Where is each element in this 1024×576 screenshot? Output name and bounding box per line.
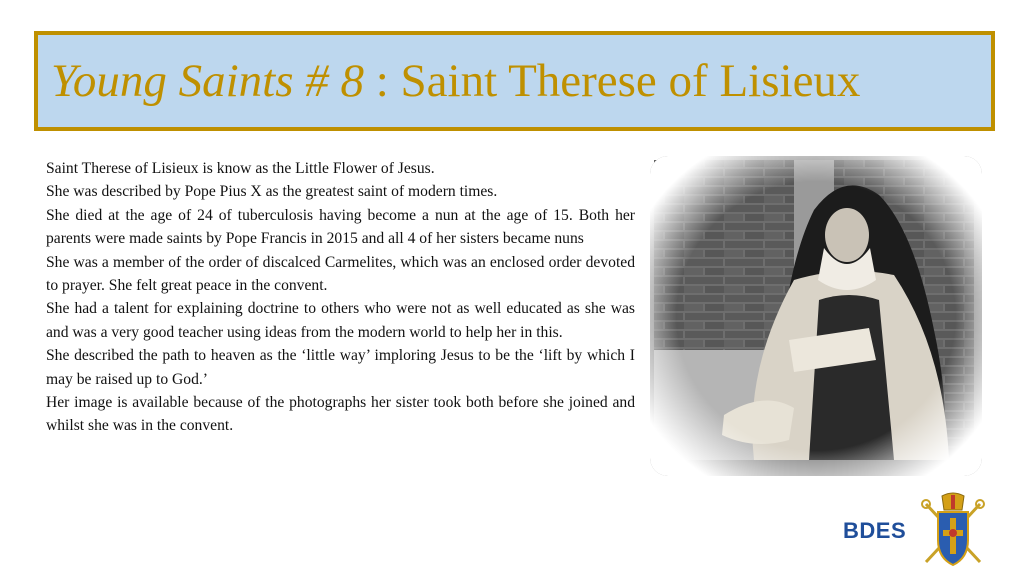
paragraph: She was described by Pope Pius X as the greatest saint of modern times.: [46, 183, 498, 201]
page-title: [51, 54, 860, 108]
diocese-crest-icon: [918, 492, 988, 568]
body-text: [46, 157, 635, 438]
title-series: Young Saints # 8: [51, 55, 364, 107]
paragraph: She described the path to heaven as the ‘little way’ imploring Jesus to be the ‘lift by which I may be raised up to God.’: [46, 347, 635, 388]
paragraph: She had a talent for explaining doctrine to others who were not as well educated as she was and was a very good teacher using ideas from the modern world to help her in this.: [46, 300, 635, 341]
title-separator: :: [363, 55, 401, 107]
title-banner: [34, 31, 995, 131]
paragraph: She was a member of the order of discalced Carmelites, which was an enclosed order devoted to prayer. She felt great peace in the convent.: [46, 253, 635, 295]
saint-photo: [644, 150, 988, 482]
paragraph: Saint Therese of Lisieux is know as the Little Flower of Jesus.: [46, 160, 435, 177]
paragraph: She died at the age of 24 of tuberculosis having become a nun at the age of 15. Both her parents were made saints by Pope Francis in 2015 and all 4 of her sisters became nuns: [46, 206, 635, 248]
paragraph: Her image is available because of the photographs her sister took both before she joined and whilst she was in the convent.: [46, 394, 635, 435]
title-subject: Saint Therese of Lisieux: [400, 55, 861, 107]
bdes-logo-text: BDES: [843, 518, 907, 543]
